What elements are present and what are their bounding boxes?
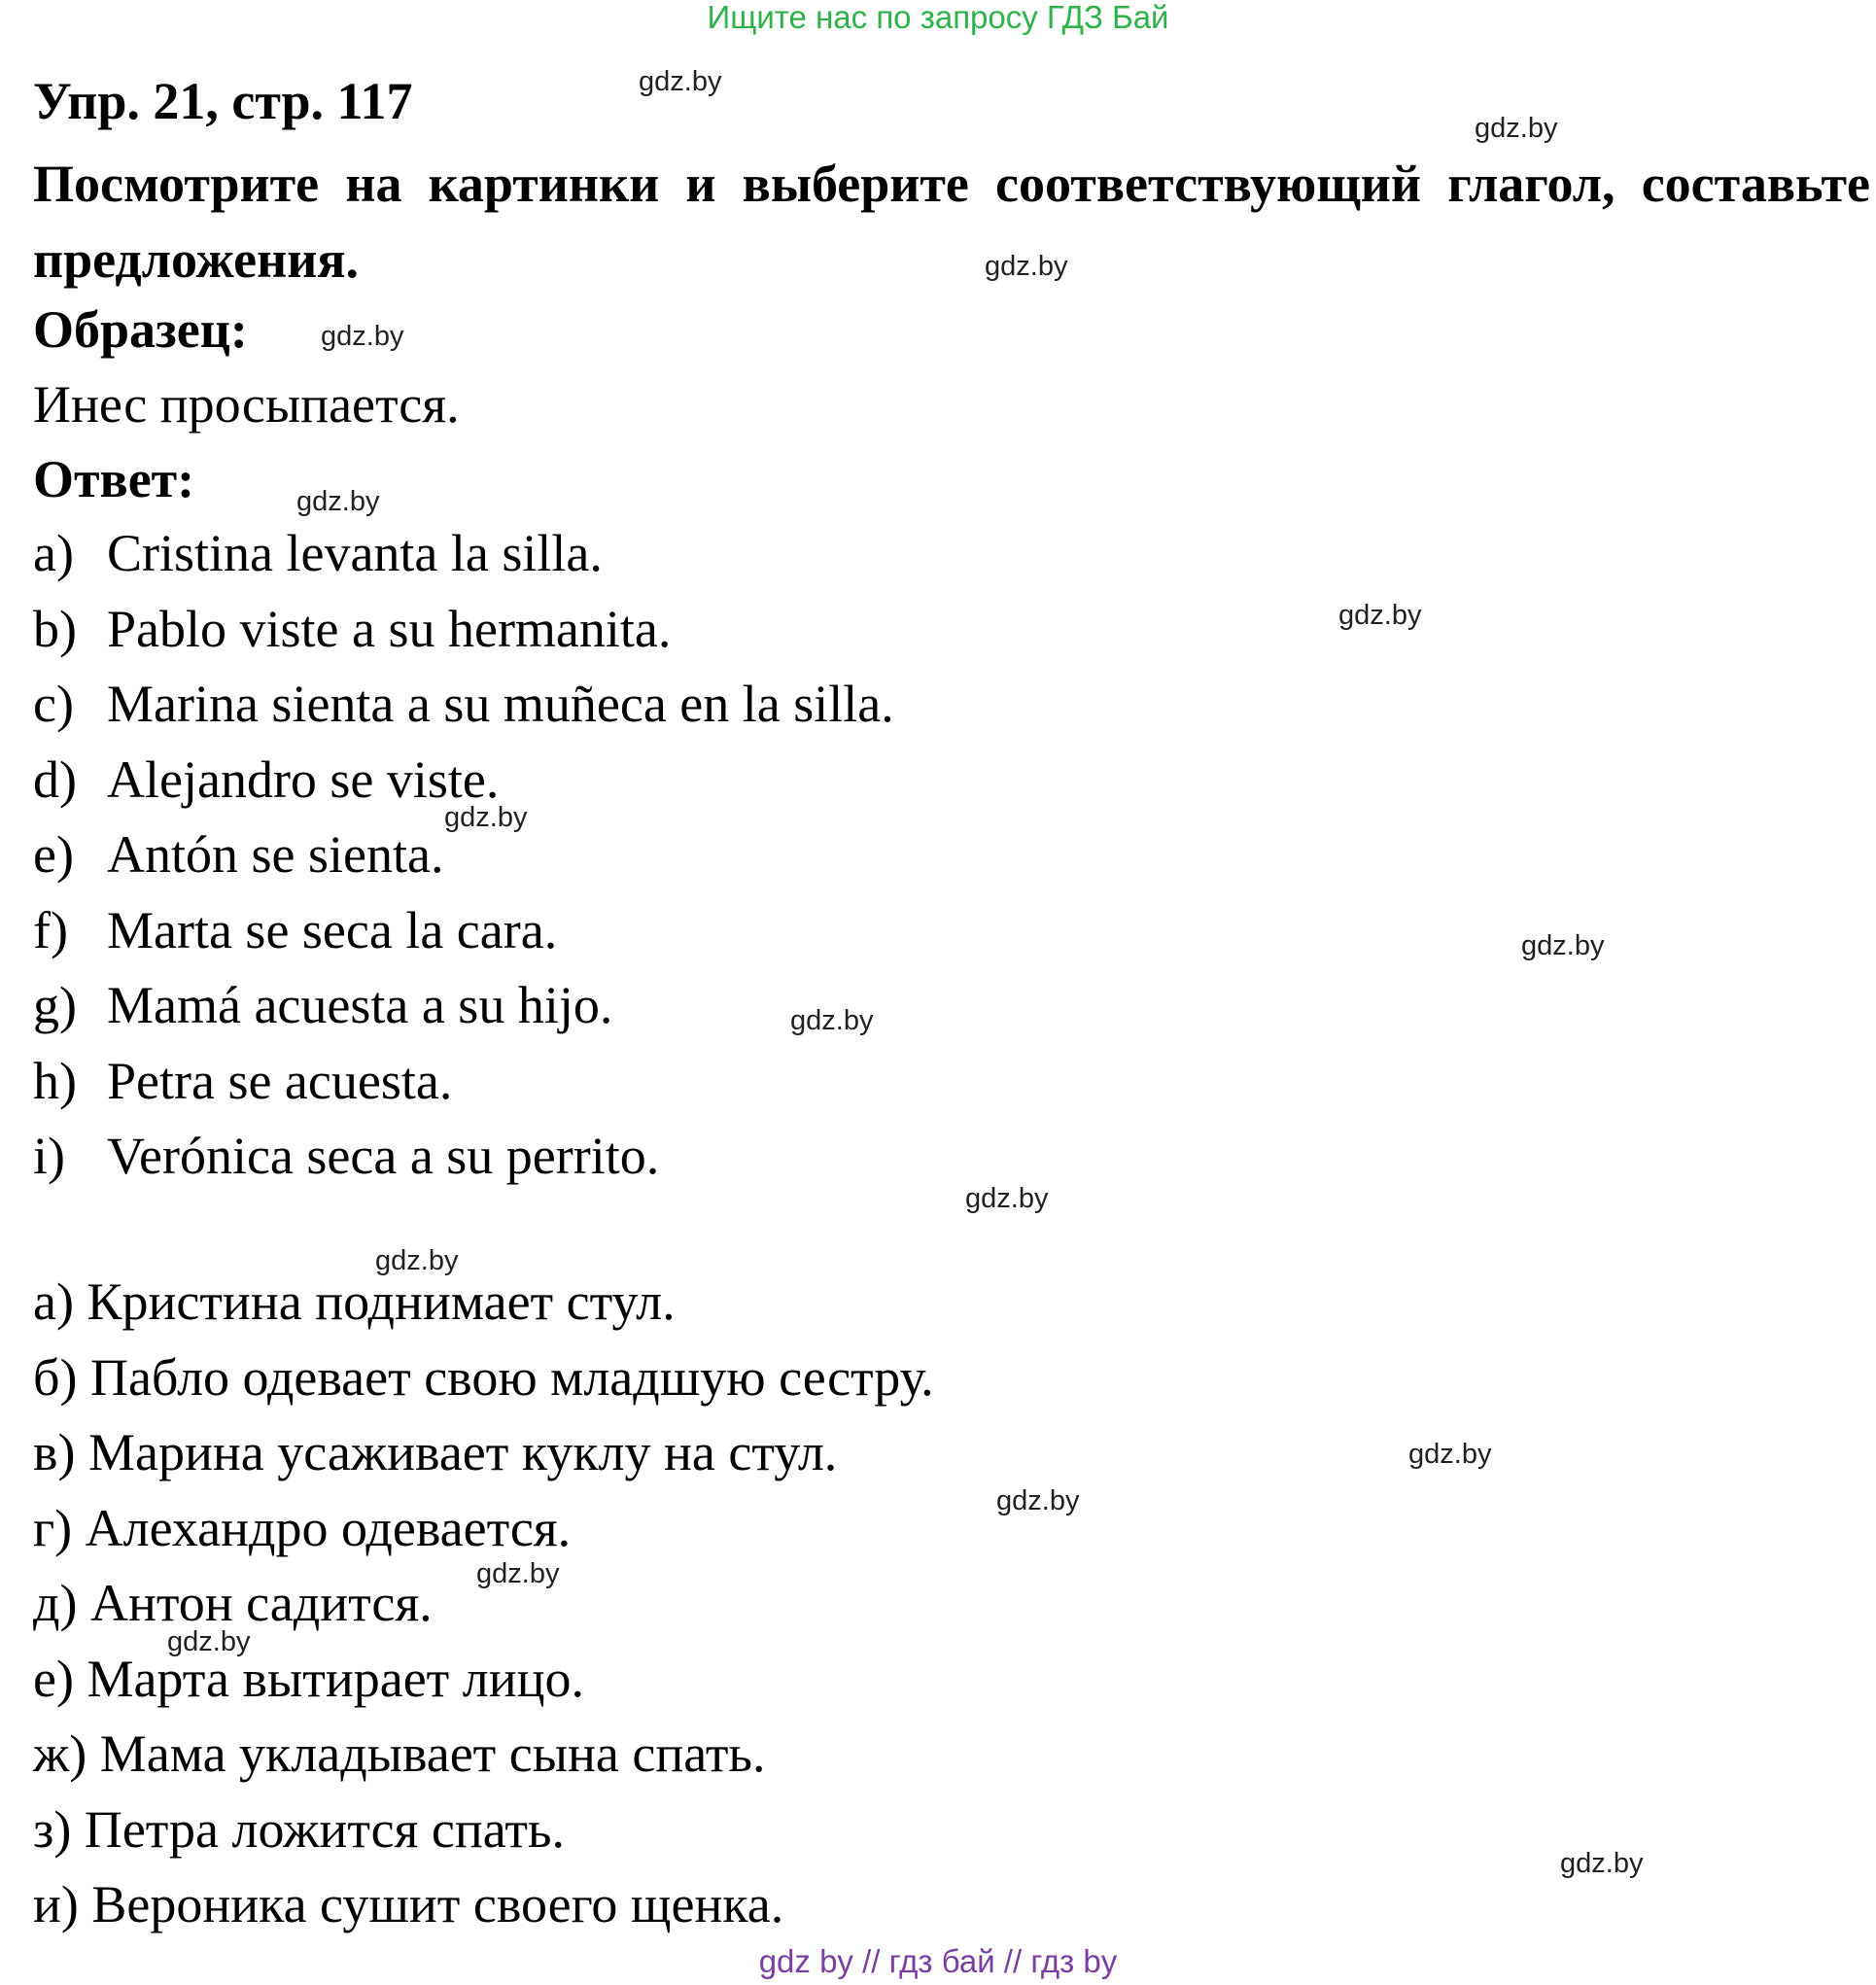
answers-russian-list	[33, 1271, 934, 1949]
watermark: gdz.by	[1408, 1439, 1492, 1470]
list-item	[33, 1125, 894, 1201]
item-text: Mamá acuesta a su hijo.	[107, 976, 613, 1034]
watermark: gdz.by	[1338, 600, 1422, 631]
item-text: Pablo viste a su hermanita.	[107, 599, 672, 658]
item-marker: в)	[33, 1423, 76, 1481]
answer-label: Ответ:	[33, 450, 195, 508]
sample-text: Инес просыпается.	[33, 375, 460, 434]
list-item	[33, 1798, 934, 1874]
watermark: gdz.by	[375, 1245, 459, 1276]
item-marker: i)	[33, 1127, 65, 1185]
item-text: Alejandro se viste.	[107, 749, 500, 809]
watermark: gdz.by	[790, 1005, 874, 1036]
exercise-title: Упр. 21, стр. 117	[33, 72, 413, 130]
list-item	[33, 974, 894, 1050]
item-marker: g)	[33, 976, 77, 1034]
item-marker: b)	[33, 599, 77, 658]
item-text: Петра ложится спать.	[84, 1799, 566, 1859]
watermark: gdz.by	[965, 1183, 1049, 1214]
item-text: Verónica seca a su perrito.	[107, 1127, 660, 1185]
footer-links: gdz by // гдз бай // гдз by	[758, 1943, 1118, 1979]
item-marker: е)	[33, 1649, 74, 1708]
watermark: gdz.by	[639, 66, 722, 97]
item-marker: а)	[33, 1272, 74, 1331]
list-item	[33, 1421, 934, 1497]
watermark: gdz.by	[476, 1558, 560, 1589]
item-text: Мама укладывает сына спать.	[99, 1724, 766, 1783]
item-text: Petra se acuesta.	[107, 1051, 453, 1110]
list-item	[33, 823, 894, 899]
item-text: Marta se seca la cara.	[107, 900, 558, 959]
item-marker: д)	[33, 1574, 78, 1632]
item-marker: з)	[33, 1799, 72, 1859]
watermark: gdz.by	[296, 486, 380, 517]
watermark: gdz.by	[1475, 113, 1558, 144]
item-marker: ж)	[33, 1724, 87, 1783]
list-item	[33, 598, 894, 674]
list-item	[33, 1050, 894, 1126]
item-text: Cristina levanta la silla.	[107, 524, 603, 582]
watermark: gdz.by	[167, 1626, 251, 1657]
watermark: gdz.by	[1521, 930, 1605, 961]
list-item	[33, 673, 894, 749]
item-marker: б)	[33, 1347, 78, 1407]
watermark: gdz.by	[321, 321, 404, 352]
item-text: Antón se sienta.	[107, 825, 444, 884]
search-banner: Ищите нас по запросу ГДЗ Бай	[707, 0, 1169, 35]
list-item	[33, 1723, 934, 1798]
item-text: Кристина поднимает стул.	[87, 1272, 676, 1331]
sample-label: Образец:	[33, 300, 248, 359]
item-marker: h)	[33, 1051, 77, 1110]
watermark: gdz.by	[444, 802, 528, 833]
watermark: gdz.by	[1560, 1848, 1644, 1879]
list-item	[33, 1346, 934, 1422]
list-item	[33, 1648, 934, 1724]
item-text: Пабло одевает свою младшую сестру.	[89, 1347, 934, 1407]
watermark: gdz.by	[985, 251, 1068, 282]
list-item	[33, 1873, 934, 1949]
item-text: Антон садится.	[89, 1574, 433, 1632]
list-item	[33, 899, 894, 975]
item-text: Вероника сушит своего щенка.	[91, 1875, 784, 1933]
item-text: Marina sienta a su muñeca en la silla.	[107, 675, 894, 733]
item-marker: d)	[33, 749, 77, 809]
item-text: Марина усаживает куклу на стул.	[87, 1423, 838, 1481]
item-text: Алехандро одевается.	[85, 1498, 572, 1557]
item-marker: и)	[33, 1875, 79, 1933]
item-marker: f)	[33, 900, 68, 959]
answers-spanish-list	[33, 522, 894, 1201]
item-marker: e)	[33, 825, 74, 884]
item-text: Марта вытирает лицо.	[87, 1649, 585, 1708]
list-item	[33, 1271, 934, 1346]
item-marker: г)	[33, 1498, 73, 1557]
watermark: gdz.by	[996, 1485, 1080, 1516]
item-marker: c)	[33, 675, 74, 733]
list-item	[33, 522, 894, 598]
item-marker: a)	[33, 524, 74, 582]
exercise-instruction: Посмотрите на картинки и выберите соответствующий глагол, составьте предложения.	[33, 155, 1870, 289]
